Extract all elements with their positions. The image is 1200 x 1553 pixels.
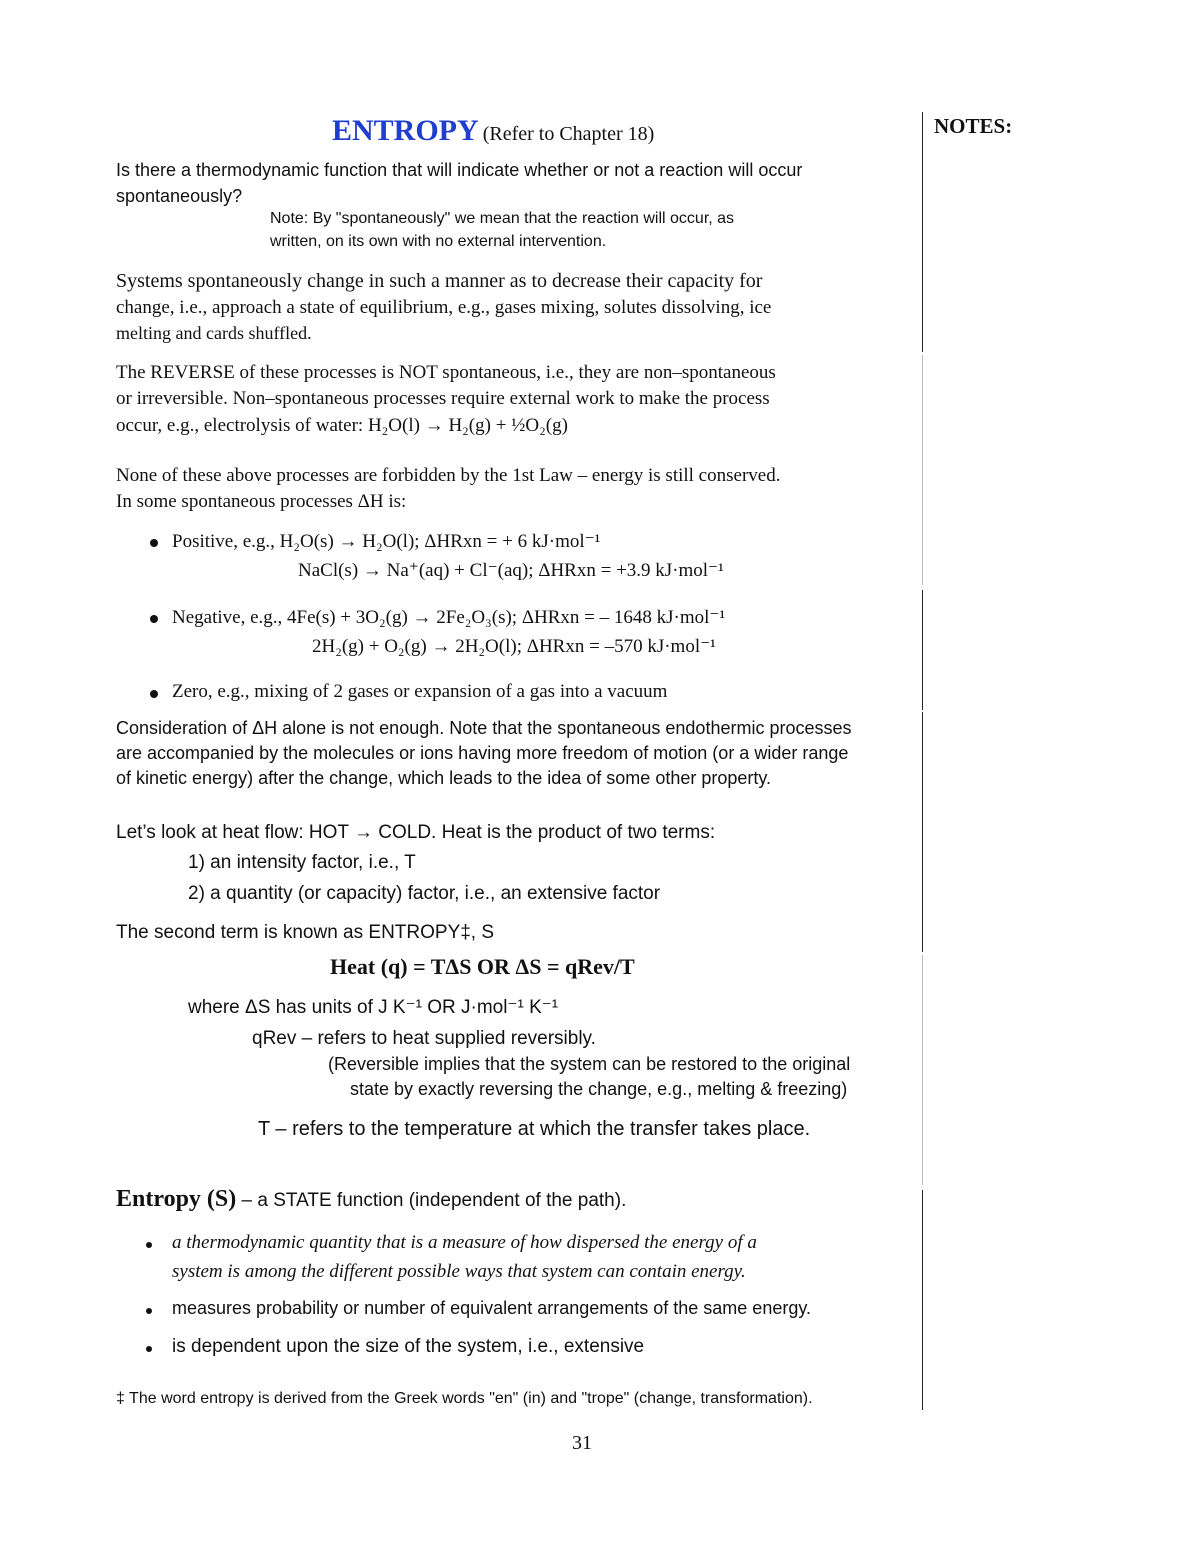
heat-flow-intro: Let’s look at heat flow: HOT → COLD. Heat is the product of two terms:	[116, 822, 716, 843]
notes-column-rule	[922, 590, 923, 710]
entropy-bullet-1-line-1: a thermodynamic quantity that is a measure of how dispersed the energy of a	[172, 1232, 757, 1253]
reverse-line-1: The REVERSE of these processes is NOT spontaneous, i.e., they are non–spontaneous	[116, 362, 776, 383]
notes-column-rule	[922, 1190, 923, 1410]
positive-example-line-1: Positive, e.g., H₂O(s) → H₂O(l); ΔHRxn = + 6 kJ·mol⁻¹	[172, 531, 601, 552]
bullet-dot	[150, 690, 158, 698]
page-subtitle: (Refer to Chapter 18)	[482, 123, 655, 145]
notes-column-rule	[922, 355, 923, 585]
entropy-equation: Heat (q) = TΔS OR ΔS = qRev/T	[330, 954, 635, 979]
first-law-line-1: None of these above processes are forbidden by the 1st Law – energy is still conserved.	[116, 465, 781, 486]
temperature-definition: T – refers to the temperature at which the transfer takes place.	[258, 1118, 811, 1140]
bullet-dot	[146, 1308, 152, 1314]
entropy-heading-rest: – a STATE function (independent of the path).	[236, 1190, 627, 1211]
reversible-note-line-1: (Reversible implies that the system can be restored to the original	[328, 1054, 851, 1074]
first-law-line-2: In some spontaneous processes ΔH is:	[116, 491, 407, 512]
entropy-bullet-1-line-2: system is among the different possible ways that system can contain energy.	[172, 1261, 746, 1282]
systems-line-2: change, i.e., approach a state of equilibrium, e.g., gases mixing, solutes dissolving, ice	[116, 297, 772, 318]
bullet-dot	[146, 1346, 152, 1352]
reverse-line-3: occur, e.g., electrolysis of water: H₂O(l) → H₂(g) + ½O₂(g)	[116, 415, 568, 436]
heat-flow-item-1: 1) an intensity factor, i.e., T	[188, 852, 416, 873]
systems-line-3: melting and cards shuffled.	[116, 323, 312, 343]
second-term-line: The second term is known as ENTROPY‡, S	[116, 922, 495, 943]
footnote: ‡ The word entropy is derived from the Greek words "en" (in) and "trope" (change, transformation).	[116, 1390, 813, 1407]
consideration-line-2: are accompanied by the molecules or ions having more freedom of motion (or a wider range	[116, 743, 849, 763]
entropy-bullet-2: measures probability or number of equivalent arrangements of the same energy.	[172, 1298, 812, 1318]
bullet-dot	[150, 615, 158, 623]
intro-question-line-2: spontaneously?	[116, 186, 243, 206]
intro-note-line-1: Note: By "spontaneously" we mean that the reaction will occur, as	[270, 210, 735, 227]
systems-line-1: Systems spontaneously change in such a manner as to decrease their capacity for	[116, 270, 763, 292]
reversible-note-line-2: state by exactly reversing the change, e.g., melting & freezing)	[350, 1079, 848, 1099]
entropy-units: where ΔS has units of J K⁻¹ OR J·mol⁻¹ K⁻¹	[188, 997, 559, 1018]
entropy-heading: Entropy (S)	[116, 1186, 237, 1212]
qrev-definition: qRev – refers to heat supplied reversibly.	[252, 1028, 596, 1049]
bullet-dot	[146, 1242, 152, 1248]
consideration-line-3: of kinetic energy) after the change, which leads to the idea of some other property.	[116, 768, 772, 788]
entropy-bullet-3: is dependent upon the size of the system, i.e., extensive	[172, 1336, 645, 1357]
reverse-line-2: or irreversible. Non–spontaneous processes require external work to make the process	[116, 388, 770, 409]
bullet-dot	[150, 539, 158, 547]
heat-flow-item-2: 2) a quantity (or capacity) factor, i.e., an extensive factor	[188, 883, 661, 904]
entropy-heading-row	[116, 1186, 626, 1213]
notes-column-rule	[922, 712, 923, 952]
intro-question-line-1: Is there a thermodynamic function that will indicate whether or not a reaction will occur	[116, 160, 803, 180]
intro-note-line-2: written, on its own with no external intervention.	[270, 233, 607, 250]
notes-column-rule	[922, 955, 923, 1185]
negative-example-line-2: 2H₂(g) + O₂(g) → 2H₂O(l); ΔHRxn = –570 kJ·mol⁻¹	[312, 636, 716, 657]
page-title: ENTROPY	[332, 114, 479, 147]
page-title-row	[332, 114, 654, 148]
negative-example-line-1: Negative, e.g., 4Fe(s) + 3O₂(g) → 2Fe₂O₃(s); ΔHRxn = – 1648 kJ·mol⁻¹	[172, 607, 726, 628]
zero-example: Zero, e.g., mixing of 2 gases or expansion of a gas into a vacuum	[172, 681, 668, 702]
notes-column-rule	[922, 112, 923, 352]
notes-label: NOTES:	[934, 114, 1013, 138]
consideration-line-1: Consideration of ΔH alone is not enough. Note that the spontaneous endothermic processes	[116, 718, 852, 738]
positive-example-line-2: NaCl(s) → Na⁺(aq) + Cl⁻(aq); ΔHRxn = +3.9 kJ·mol⁻¹	[298, 560, 724, 581]
page-number: 31	[572, 1432, 592, 1454]
